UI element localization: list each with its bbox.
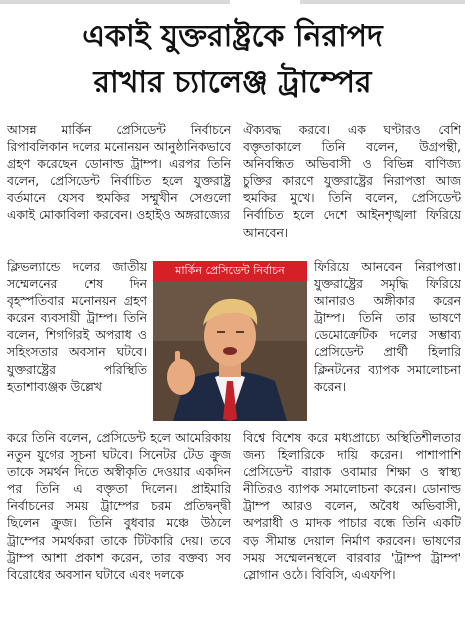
paragraph: ফিরিয়ে আনবেন নিরাপত্তা। যুক্তরাষ্ট্রের সমৃদ্ধি ফিরিয়ে আনারও অঙ্গীকার করেন ট্রাম্প। তিনি তার ভাষণে ডেমোক্রেটিক দলের সম্ভাব্য প্রেসিডেন্ট প্রার্থী হিলারি ক্লিনটনের ব্যাপক সমালোচনা করেন।: [314, 260, 461, 394]
article-column-left-middle: [7, 259, 147, 429]
top-rule-left: [0, 0, 230, 4]
article-column-right-middle: [314, 259, 461, 429]
news-photo-box: [153, 261, 307, 421]
article-column-right-bottom: [243, 430, 461, 634]
paragraph: করে তিনি বলেন, প্রেসিডেন্ট হলে আমেরিকায় নতুন যুগের সূচনা ঘটবে। সিনেটর টেড ক্রুজ তাকে সমর্থন দিতে অস্বীকৃতি দেওয়ার একদিন পর তিনি এ বক্তৃতা দিলেন। প্রাইমারি নির্বাচনের সময় ট্রাম্পের চরম প্রতিদ্বন্দ্বী ছিলেন ক্রুজ। তিনি বুধবার মঞ্চে উঠলে ট্রাম্পের সমর্থকরা তাকে টিটকারি দেয়। তবে ট্রাম্প আশা প্রকাশ করেন, তার বক্তব্য সব বিরোধের অবসান ঘটাবে এবং দলকে: [7, 431, 231, 582]
portrait-photo-icon: [153, 281, 307, 421]
article-column-left-bottom: [7, 430, 231, 634]
photo-caption: মার্কিন প্রেসিডেন্ট নির্বাচন: [153, 261, 307, 281]
paragraph: বিশ্বে বিশেষ করে মধ্যপ্রাচ্যে অস্থিতিশীলতার জন্য হিলারিকে দায়ি করেন। পাশাপাশি প্রেসিডেন্ট বারাক ওবামার শিক্ষা ও স্বাস্থ্য নীতিরও ব্যাপক সমালোচনা করেন। ডোনাল্ড ট্রাম্প আরও বলেন, অবৈধ অভিবাসী, অপরাধী ও মাদক পাচার বন্ধে তিনি একটি বড় সীমান্ত দেয়াল নির্মাণ করবেন। ভাষণের সময় সম্মেলনস্থলে বারবার 'ট্রাম্প ট্রাম্প' স্লোগান ওঠে। বিবিসি, এএফপি।: [243, 431, 461, 582]
article-column-right-top: [243, 122, 461, 260]
article-column-left-top: [7, 122, 231, 260]
headline: [0, 14, 465, 106]
paragraph: ঐক্যবদ্ধ করবে। এক ঘণ্টারও বেশি বক্তৃতাকালে তিনি বলেন, উগ্রপন্থী, অনিবন্ধিত অভিবাসী ও বিভিন্ন বাণিজ্য চুক্তির কারণে যুক্তরাষ্ট্রের নিরাপত্তা আজ হুমকির মুখে। তিনি বলেন, প্রেসিডেন্ট নির্বাচিত হলে দেশে আইনশৃঙ্খলা ফিরিয়ে আনবেন।: [243, 123, 461, 240]
paragraph: আসন্ন মার্কিন প্রেসিডেন্ট নির্বাচনে রিপাবলিকান দলের মনোনয়ন আনুষ্ঠানিকভাবে গ্রহণ করেছেন ডোনাল্ড ট্রাম্প। এরপর তিনি বলেন, প্রেসিডেন্ট নির্বাচিত হলে যুক্তরাষ্ট্র বর্তমানে যেসব হুমকির সম্মুখীন সেগুলো একাই মোকাবিলা করবেন। ওহাইও অঙ্গরাজ্যের: [7, 123, 231, 223]
headline-line-1: একাই যুক্তরাষ্ট্রকে নিরাপদ: [82, 19, 383, 54]
headline-line-2: রাখার চ্যালেঞ্জ ট্রাম্পের: [93, 65, 372, 100]
paragraph: ক্লিভল্যান্ডে দলের জাতীয় সম্মেলনের শেষ দিন বৃহস্পতিবার মনোনয়ন গ্রহণ করেন ব্যবসায়ী ট্রাম্প। তিনি বলেন, শিগগিরই অপরাধ ও সহিংসতার অবসান ঘটবে। যুক্তরাষ্ট্রের পরিস্থিতি হতাশাব্যঞ্জক উল্লেখ: [7, 260, 147, 394]
top-rule-right: [300, 0, 465, 4]
